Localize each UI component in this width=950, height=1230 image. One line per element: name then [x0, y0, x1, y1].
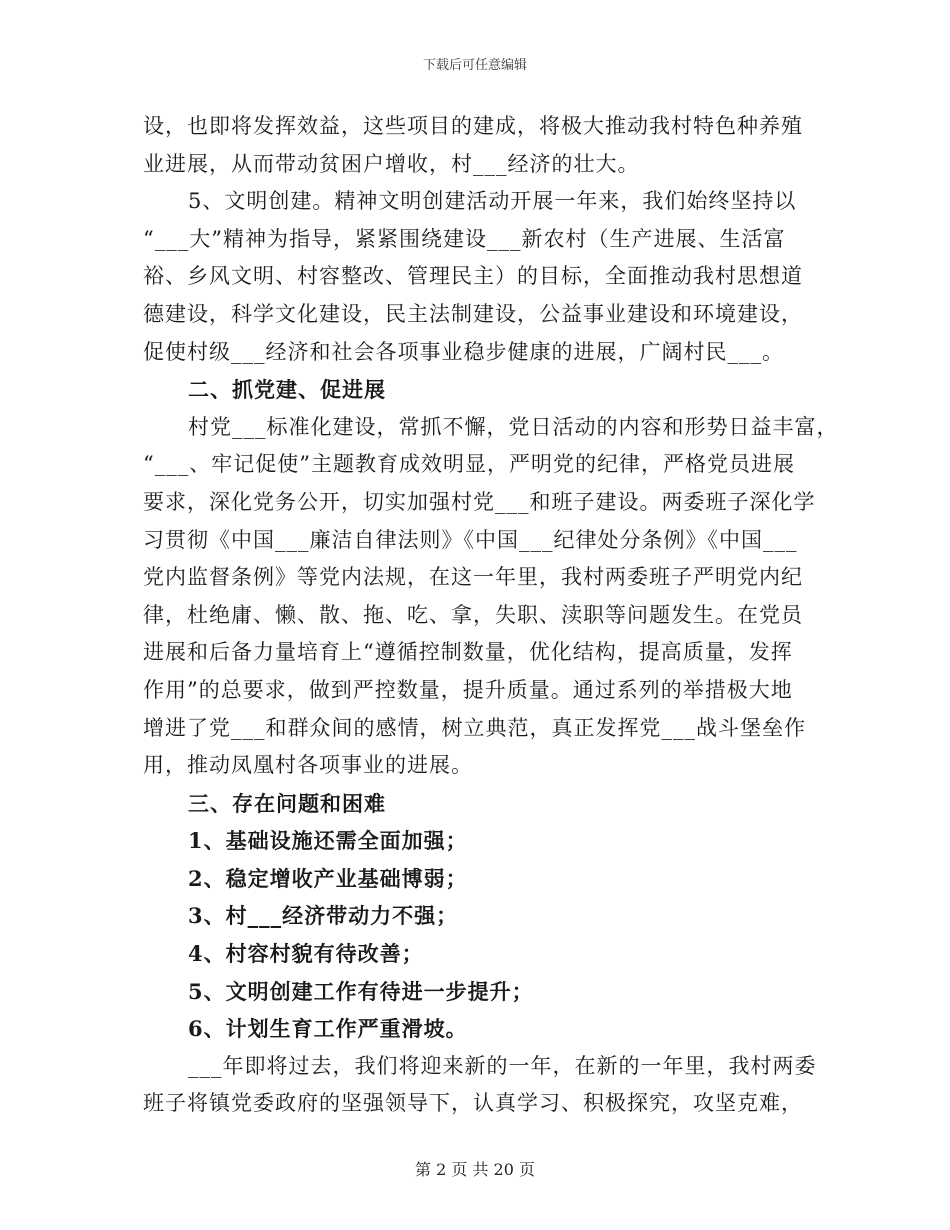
- section-heading: 二、抓党建、促进展: [188, 377, 386, 403]
- paragraph-line: 业进展，从而带动贫困户增收，村___经济的壮大。: [143, 151, 640, 176]
- section-heading: 4、村容村貌有待改善；: [188, 941, 424, 967]
- section-heading: 三、存在问题和困难: [188, 790, 386, 816]
- section-heading: 1、基础设施还需全面加强；: [188, 828, 468, 854]
- paragraph-line: 裕、乡风文明、村容整改、管理民主）的目标，全面推动我村思想道: [143, 264, 803, 289]
- paragraph-line: 要求，深化党务公开，切实加强村党___和班子建设。两委班子深化学: [143, 489, 816, 514]
- paragraph-line: 用，推动凤凰村各项事业的进展。: [143, 753, 473, 778]
- paragraph-line: 律，杜绝庸、懒、散、拖、吃、拿，失职、渎职等问题发生。在党员: [143, 602, 803, 627]
- page-header: 下载后可任意编辑: [422, 58, 527, 73]
- section-heading: 3、村___经济带动力不强；: [188, 903, 459, 929]
- paragraph-line: ___年即将过去，我们将迎来新的一年，在新的一年里，我村两委: [188, 1053, 817, 1078]
- page-number: 第 2 页 共 20 页: [415, 1160, 535, 1179]
- paragraph-line: 5、文明创建。精神文明创建活动开展一年来，我们始终坚持以: [188, 189, 797, 214]
- document-body: [143, 108, 839, 1123]
- paragraph-line: 德建设，科学文化建设，民主法制建设，公益事业建设和环境建设，: [143, 301, 803, 326]
- section-heading: 5、文明创建工作有待进一步提升；: [188, 978, 534, 1004]
- section-heading: 2、稳定增收产业基础博弱；: [188, 865, 468, 891]
- paragraph-line: 进展和后备力量培育上“遵循控制数量，优化结构，提高质量，发挥: [143, 640, 793, 665]
- paragraph-line: 班子将镇党委政府的坚强领导下，认真学习、积极探究，攻坚克难，: [143, 1091, 803, 1116]
- paragraph-line: 设，也即将发挥效益，这些项目的建成，将极大推动我村特色种养殖: [143, 114, 803, 138]
- paragraph-line: 村党___标准化建设，常抓不懈，党日活动的内容和形势日益丰富，: [188, 414, 839, 439]
- section-heading: 6、计划生育工作严重滑坡。: [188, 1016, 468, 1042]
- paragraph-line: “___、牢记促使”主题教育成效明显，严明党的纪律，严格党员进展: [143, 452, 795, 477]
- paragraph-line: 促使村级___经济和社会各项事业稳步健康的进展，广阔村民___。: [143, 339, 784, 364]
- paragraph-line: 习贯彻《中国___廉洁自律法则》《中国___纪律处分条例》《中国___: [143, 527, 798, 552]
- paragraph-line: 党内监督条例》等党内法规，在这一年里，我村两委班子严明党内纪: [143, 565, 803, 590]
- paragraph-line: 增进了党___和群众间的感情，树立典范，真正发挥党___战斗堡垒作: [143, 715, 806, 740]
- paragraph-line: “___大”精神为指导，紧紧围绕建设___新农村（生产进展、生活富: [143, 226, 786, 251]
- paragraph-line: 作用”的总要求，做到严控数量，提升质量。通过系列的举措极大地: [143, 677, 793, 702]
